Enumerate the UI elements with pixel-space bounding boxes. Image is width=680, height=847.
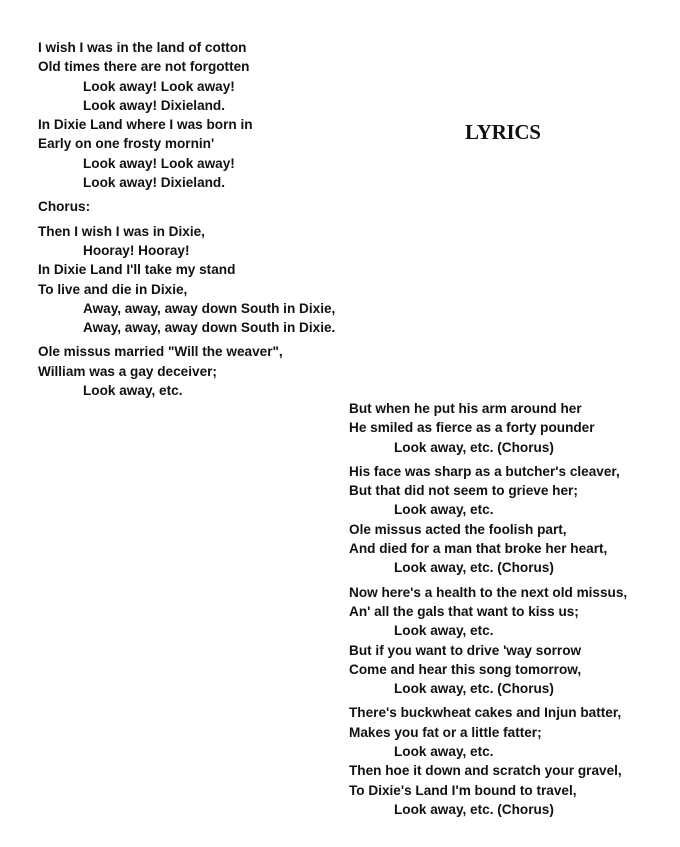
lyric-line: Then hoe it down and scratch your gravel,: [349, 763, 622, 779]
lyric-line: Chorus:: [38, 199, 91, 215]
lyric-line: In Dixie Land I'll take my stand: [38, 262, 236, 278]
lyric-line: Come and hear this song tomorrow,: [349, 661, 582, 677]
lyric-line: To Dixie's Land I'm bound to travel,: [349, 782, 577, 798]
lyric-line: But if you want to drive 'way sorrow: [349, 642, 582, 658]
lyric-line: Look away, etc. (Chorus): [394, 439, 554, 455]
lyric-line: Ole missus acted the foolish part,: [349, 521, 567, 537]
lyric-line: In Dixie Land where I was born in: [38, 117, 253, 133]
lyric-line: I wish I was in the land of cotton: [38, 40, 247, 55]
lyric-line: Look away! Look away!: [83, 155, 235, 171]
lyric-line: Away, away, away down South in Dixie.: [83, 320, 336, 336]
lyric-line: To live and die in Dixie,: [38, 281, 188, 297]
lyric-line: Hooray! Hooray!: [83, 242, 190, 258]
lyric-line: Look away! Dixieland.: [83, 97, 226, 113]
lyrics-right-column: [349, 399, 669, 819]
lyric-line: But when he put his arm around her: [349, 401, 582, 416]
lyric-line: Old times there are not forgotten: [38, 59, 250, 75]
lyric-line: Ole missus married "Will the weaver",: [38, 344, 283, 360]
lyric-line: Then I wish I was in Dixie,: [38, 223, 205, 239]
lyric-line: But that did not seem to grieve her;: [349, 483, 578, 499]
lyric-line: There's buckwheat cakes and Injun batter,: [349, 705, 622, 721]
page-title: LYRICS: [465, 120, 541, 144]
lyric-line: His face was sharp as a butcher's cleaver,: [349, 463, 620, 479]
lyric-line: And died for a man that broke her heart,: [349, 541, 608, 557]
lyrics-left-column: [38, 38, 358, 400]
lyric-line: An' all the gals that want to kiss us;: [349, 603, 579, 619]
lyric-line: Look away! Look away!: [83, 78, 235, 94]
lyric-line: Early on one frosty mornin': [38, 136, 215, 152]
lyric-line: Look away, etc.: [394, 744, 494, 760]
lyric-line: Look away, etc. (Chorus): [394, 801, 554, 817]
lyric-line: Look away, etc.: [394, 623, 494, 639]
lyric-line: Look away, etc.: [83, 383, 183, 399]
lyric-line: Makes you fat or a little fatter;: [349, 724, 542, 740]
lyric-line: William was a gay deceiver;: [38, 363, 217, 379]
lyric-line: Look away, etc.: [394, 502, 494, 518]
lyric-line: Now here's a health to the next old missus,: [349, 584, 628, 600]
lyric-line: Look away! Dixieland.: [83, 175, 226, 191]
lyric-line: Look away, etc. (Chorus): [394, 560, 554, 576]
lyric-line: He smiled as fierce as a forty pounder: [349, 420, 595, 436]
lyric-line: Away, away, away down South in Dixie,: [83, 300, 336, 316]
lyric-line: Look away, etc. (Chorus): [394, 681, 554, 697]
